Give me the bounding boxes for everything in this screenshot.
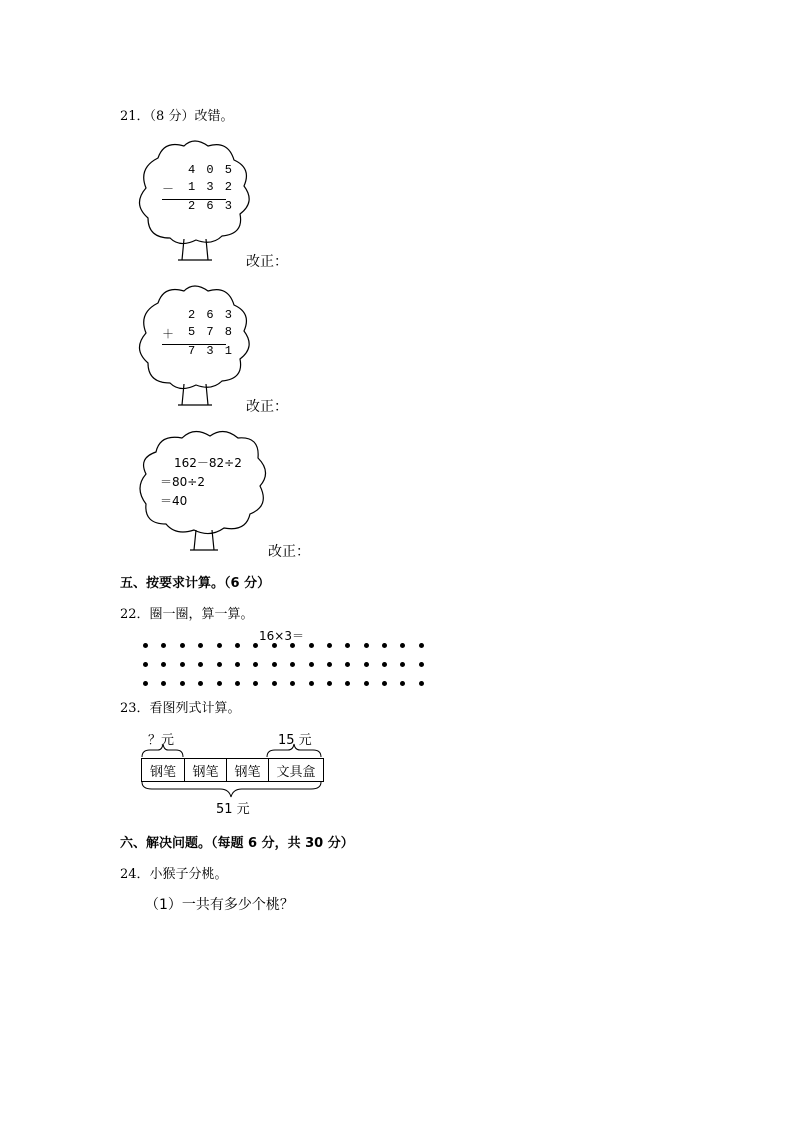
dot (253, 643, 258, 648)
dot-row (143, 655, 437, 674)
dot (235, 681, 240, 686)
q21-title: 21．（8 分）改错。 (120, 109, 234, 124)
dot (143, 643, 148, 648)
dot (198, 681, 203, 686)
dot (161, 662, 166, 667)
tree3-line3: ＝40 (160, 494, 188, 508)
dot (198, 662, 203, 667)
dot (382, 643, 387, 648)
dot (180, 662, 185, 667)
unknown-price-label: ？元 (148, 733, 175, 748)
fix-label-3: 改正： (268, 544, 310, 560)
q22-title: 22．圈一圈，算一算。 (120, 607, 254, 622)
fix-label-2: 改正： (246, 399, 288, 415)
dot (327, 681, 332, 686)
dot (143, 681, 148, 686)
dot (143, 662, 148, 667)
dot (400, 643, 405, 648)
dot (400, 681, 405, 686)
dot (161, 643, 166, 648)
dot (309, 662, 314, 667)
dot (419, 662, 424, 667)
dot (272, 662, 277, 667)
dot (198, 643, 203, 648)
dot (180, 643, 185, 648)
dot (382, 662, 387, 667)
segment-pen-1: 钢笔 (142, 759, 185, 781)
dot (419, 681, 424, 686)
dot (327, 643, 332, 648)
tree2-line1: 2 6 3 (188, 308, 235, 322)
tree2-operator: ＋ (162, 328, 177, 342)
dot (364, 681, 369, 686)
dot (253, 681, 258, 686)
fix-label-1: 改正： (246, 254, 288, 270)
segment-pen-3: 钢笔 (227, 759, 269, 781)
dot (290, 681, 295, 686)
dot (345, 643, 350, 648)
section-6-heading: 六、解决问题。（每题 6 分，共 30 分） (120, 836, 354, 851)
tree-3 (138, 428, 270, 553)
tree-2 (136, 283, 256, 408)
dot (272, 681, 277, 686)
section-5-heading: 五、按要求计算。（6 分） (120, 576, 271, 591)
dot (235, 662, 240, 667)
dot (161, 681, 166, 686)
tree-1 (136, 138, 256, 263)
dot-row (143, 636, 437, 655)
dot (364, 662, 369, 667)
dot-row (143, 674, 437, 693)
dot (217, 662, 222, 667)
dot (419, 643, 424, 648)
tree1-line2: 1 3 2 (188, 180, 235, 194)
segment-bar (141, 758, 324, 782)
dot (345, 681, 350, 686)
tree1-operator: － (162, 183, 177, 197)
tree2-line2: 5 7 8 (188, 325, 235, 339)
dot (309, 681, 314, 686)
tree1-line1: 4 0 5 (188, 163, 235, 177)
dot (217, 681, 222, 686)
q24-subquestion-1: （1）一共有多少个桃？ (145, 897, 294, 913)
total-price-label: 51 元 (216, 802, 250, 817)
tree2-line3: 7 3 1 (188, 344, 235, 358)
dot (382, 681, 387, 686)
dot (364, 643, 369, 648)
segment-pencil-case: 文具盒 (276, 764, 316, 780)
dot (180, 681, 185, 686)
bottom-brace (140, 781, 325, 799)
tree1-line3: 2 6 3 (188, 199, 235, 213)
dot (309, 643, 314, 648)
dot (290, 643, 295, 648)
q24-title: 24．小猴子分桃。 (120, 867, 228, 882)
dot (400, 662, 405, 667)
q23-title: 23．看图列式计算。 (120, 701, 241, 716)
known-price-label: 15 元 (278, 733, 312, 748)
tree3-line1: 162－82÷2 (174, 456, 242, 470)
tree-icon (138, 428, 270, 553)
dot (217, 643, 222, 648)
dot (235, 643, 240, 648)
dot (290, 662, 295, 667)
q22-expression: 16×3＝ (259, 629, 304, 643)
segment-pen-2: 钢笔 (185, 759, 227, 781)
dot (253, 662, 258, 667)
top-braces (140, 742, 325, 758)
dot (345, 662, 350, 667)
tree3-line2: ＝80÷2 (160, 475, 205, 489)
dot (272, 643, 277, 648)
dot-grid (143, 636, 437, 693)
dot (327, 662, 332, 667)
